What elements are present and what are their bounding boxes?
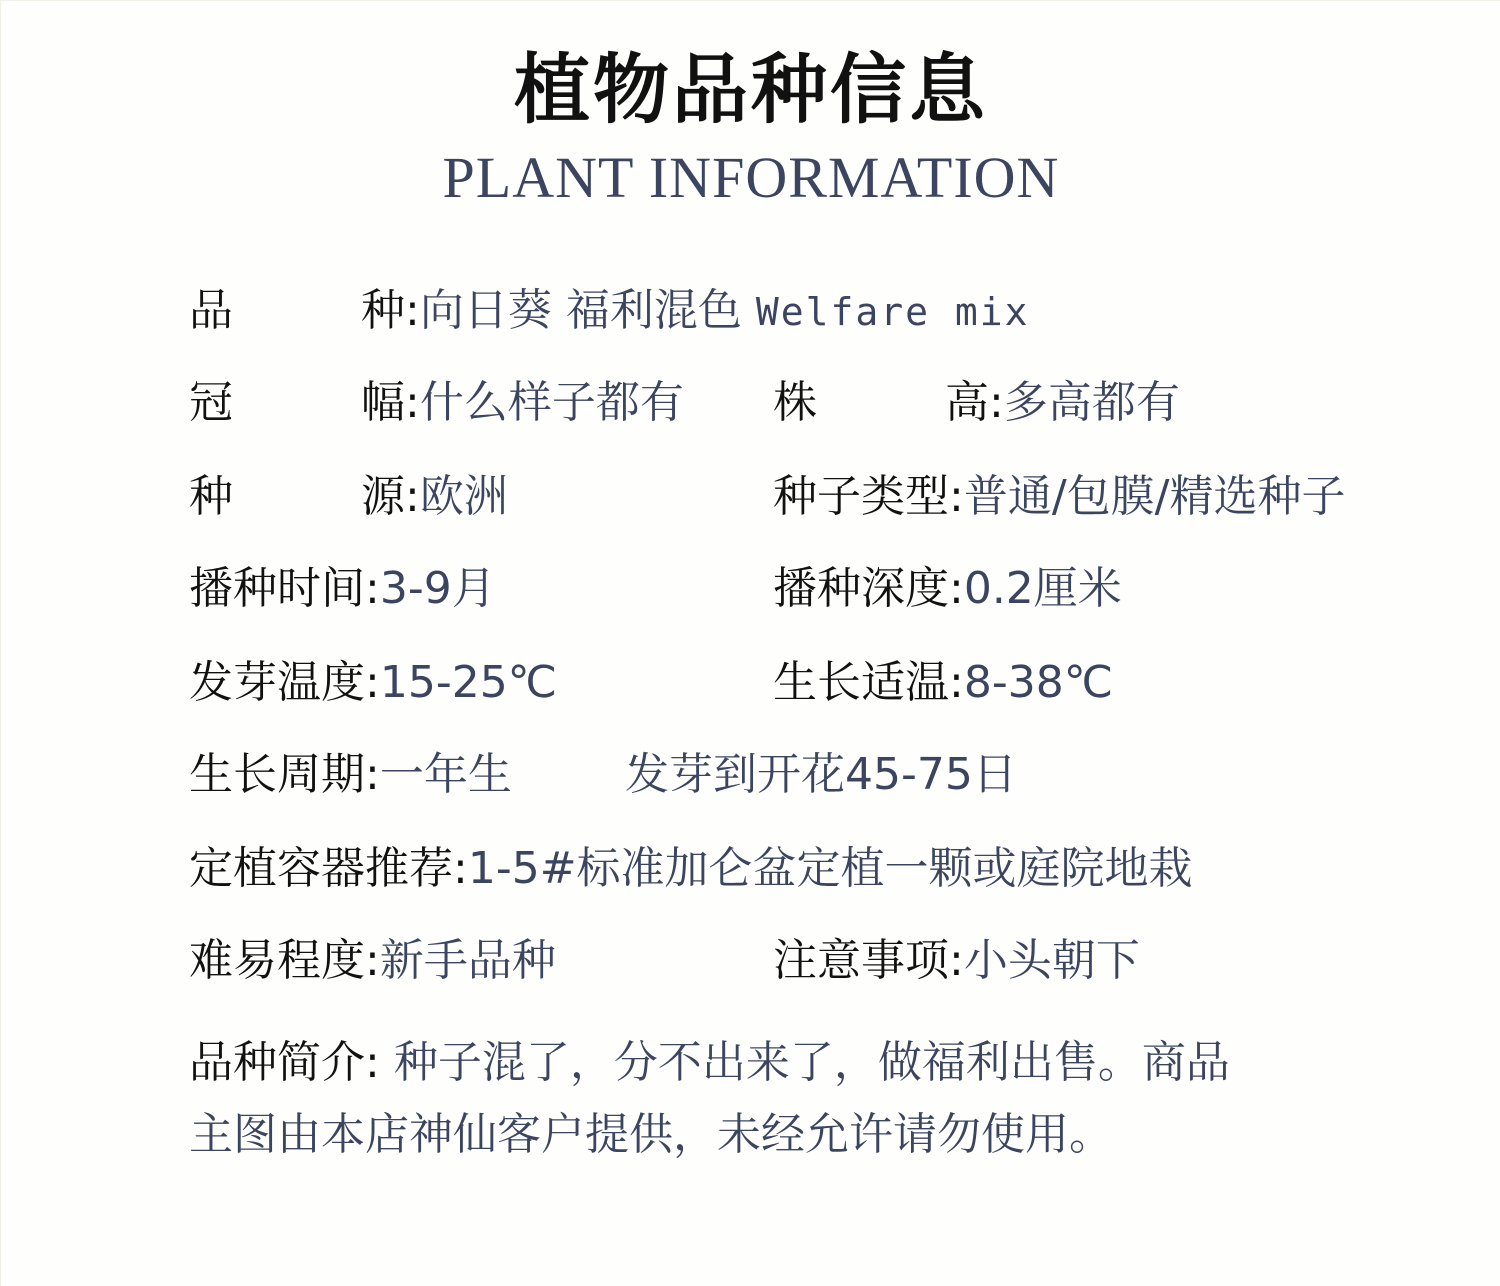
field-growth-temp: 生长适温:8-38℃: [773, 653, 1113, 713]
field-label: 生长适温: [773, 657, 949, 708]
field-label: 冠 幅: [189, 377, 405, 428]
field-container: 定植容器推荐:1-5#标准加仑盆定植一颗或庭院地栽: [189, 839, 1193, 899]
field-value: 8-38℃: [963, 657, 1114, 708]
field-difficulty: 难易程度:新手品种: [189, 931, 556, 991]
field-value: 3-9月: [379, 563, 496, 614]
variety-intro: [189, 1027, 1359, 1171]
page-subtitle: PLANT INFORMATION: [442, 145, 1060, 210]
field-notes: 注意事项:小头朝下: [773, 931, 1140, 991]
field-crown: 冠 幅:什么样子都有: [189, 373, 684, 433]
field-label: 播种深度: [773, 563, 949, 614]
field-growth-cycle-bloom: [625, 745, 1017, 805]
field-origin: 种 源:欧洲: [189, 467, 508, 527]
field-value: 普通/包膜/精选种子: [963, 471, 1346, 522]
field-variety: 品 种:向日葵 福利混色 Welfare mix: [189, 281, 1030, 342]
field-height: 株 高:多高都有: [773, 373, 1180, 433]
field-label: 品种简介: [189, 1037, 365, 1088]
field-sowing-depth: 播种深度:0.2厘米: [773, 559, 1122, 619]
field-value: 什么样子都有: [419, 377, 684, 428]
field-label: 生长周期: [189, 749, 365, 800]
field-label: 品 种: [189, 285, 405, 336]
field-label: 播种时间: [189, 563, 365, 614]
field-value: 小头朝下: [963, 935, 1140, 986]
field-value: 一年生: [379, 749, 512, 800]
page-title: 植物品种信息: [514, 45, 988, 134]
intro-line-2: 主图由本店神仙客户提供，未经允许请勿使用。: [189, 1109, 1113, 1160]
intro-line-1: 品种简介: 种子混了，分不出来了，做福利出售。商品: [189, 1027, 1359, 1099]
field-label: 种 源: [189, 471, 405, 522]
field-value: 多高都有: [1003, 377, 1180, 428]
field-value: 0.2厘米: [963, 563, 1122, 614]
field-label: 株 高: [773, 377, 989, 428]
field-growth-cycle: 生长周期:一年生: [189, 745, 512, 805]
field-value-english: Welfare mix: [755, 290, 1030, 334]
field-value: 15-25℃: [379, 657, 558, 708]
intro-text: 种子混了，分不出来了，做福利出售。商品: [379, 1037, 1230, 1088]
field-label: 注意事项: [773, 935, 949, 986]
field-label: 发芽温度: [189, 657, 365, 708]
field-label: 种子类型: [773, 471, 949, 522]
field-label: 定植容器推荐: [189, 843, 453, 894]
field-value: 欧洲: [419, 471, 508, 522]
field-value: 1-5#标准加仑盆定植一颗或庭院地栽: [467, 843, 1193, 894]
field-value: 发芽到开花45-75日: [625, 749, 1017, 800]
field-germination-temp: 发芽温度:15-25℃: [189, 653, 557, 713]
field-value: 新手品种: [379, 935, 556, 986]
field-sowing-time: 播种时间:3-9月: [189, 559, 496, 619]
field-label: 难易程度: [189, 935, 365, 986]
field-value: 向日葵 福利混色: [419, 285, 742, 336]
field-seed-type: 种子类型:普通/包膜/精选种子: [773, 467, 1345, 527]
